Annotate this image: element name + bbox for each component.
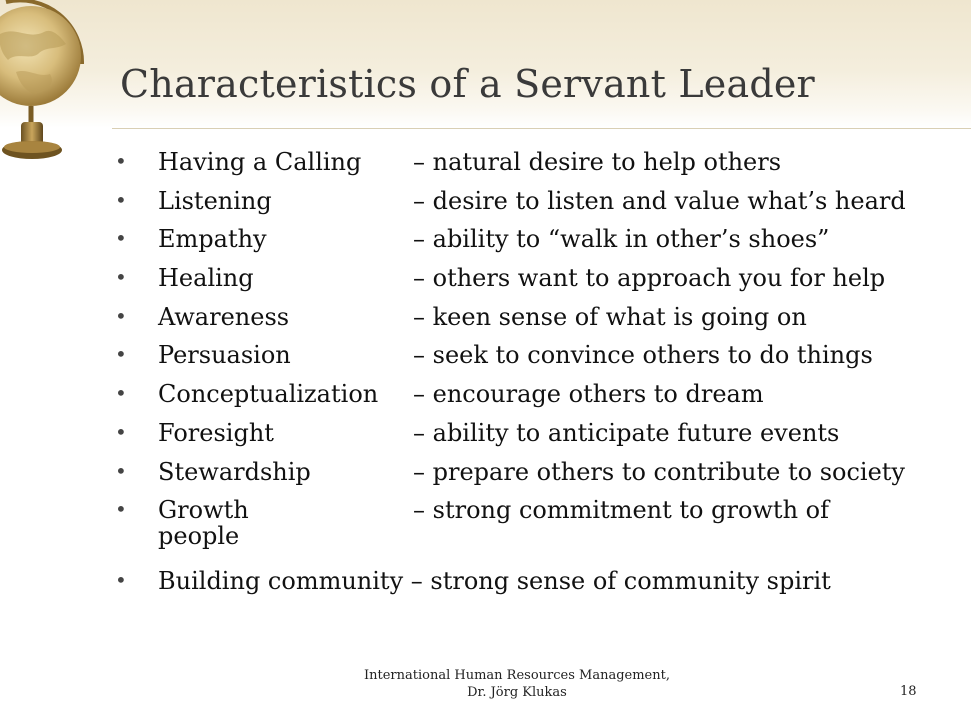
list-item <box>115 375 945 414</box>
item-description: – others want to approach you for help <box>413 264 886 293</box>
slide-number: 18 <box>900 684 917 699</box>
item-term: Healing <box>158 264 254 293</box>
list-item <box>115 220 945 259</box>
item-description: – strong commitment to growth of <box>413 496 829 525</box>
item-continuation: people <box>158 522 240 551</box>
footer-author: Dr. Jörg Klukas <box>467 685 567 700</box>
item-description: – desire to listen and value what’s heard <box>413 186 906 215</box>
item-description: – keen sense of what is going on <box>413 302 807 331</box>
list-item <box>115 491 945 562</box>
bullet-icon: • <box>115 149 127 173</box>
bullet-icon: • <box>115 381 127 406</box>
list-item <box>115 143 945 182</box>
item-description: – seek to convince others to do things <box>413 341 873 370</box>
item-description: – prepare others to contribute to society <box>413 457 905 486</box>
globe-icon <box>0 0 96 169</box>
item-description: – ability to “walk in other’s shoes” <box>413 225 830 254</box>
list-item <box>115 336 945 375</box>
footer-course: International Human Resources Management, <box>364 668 670 683</box>
slide-footer <box>332 667 702 701</box>
list-item <box>115 298 945 337</box>
list-item <box>115 453 945 492</box>
bullet-icon: • <box>115 187 127 212</box>
slide-title: Characteristics of a Servant Leader <box>120 62 815 106</box>
list-item <box>115 562 945 601</box>
bullet-icon: • <box>115 303 127 328</box>
item-description: – ability to anticipate future events <box>413 418 840 447</box>
bullet-icon: • <box>115 342 127 367</box>
item-term: Conceptualization <box>158 380 379 409</box>
bullet-icon: • <box>115 568 127 593</box>
characteristics-list <box>115 143 945 601</box>
item-term: Having a Calling <box>158 148 362 176</box>
title-divider <box>112 128 971 129</box>
item-text: Building community – strong sense of community spirit <box>158 567 831 596</box>
item-term: Empathy <box>158 225 267 254</box>
item-term: Listening <box>158 186 272 215</box>
bullet-icon: • <box>115 497 127 522</box>
item-term: Foresight <box>158 418 274 447</box>
list-item <box>115 182 945 221</box>
bullet-icon: • <box>115 226 127 251</box>
item-description: – encourage others to dream <box>413 380 764 409</box>
item-description: – natural desire to help others <box>413 148 782 176</box>
bullet-icon: • <box>115 265 127 290</box>
item-term: Persuasion <box>158 341 291 370</box>
bullet-icon: • <box>115 458 127 483</box>
item-term: Stewardship <box>158 457 311 486</box>
item-term: Growth <box>158 496 249 525</box>
item-term: Awareness <box>158 302 290 331</box>
list-item <box>115 259 945 298</box>
list-item <box>115 414 945 453</box>
bullet-icon: • <box>115 419 127 444</box>
